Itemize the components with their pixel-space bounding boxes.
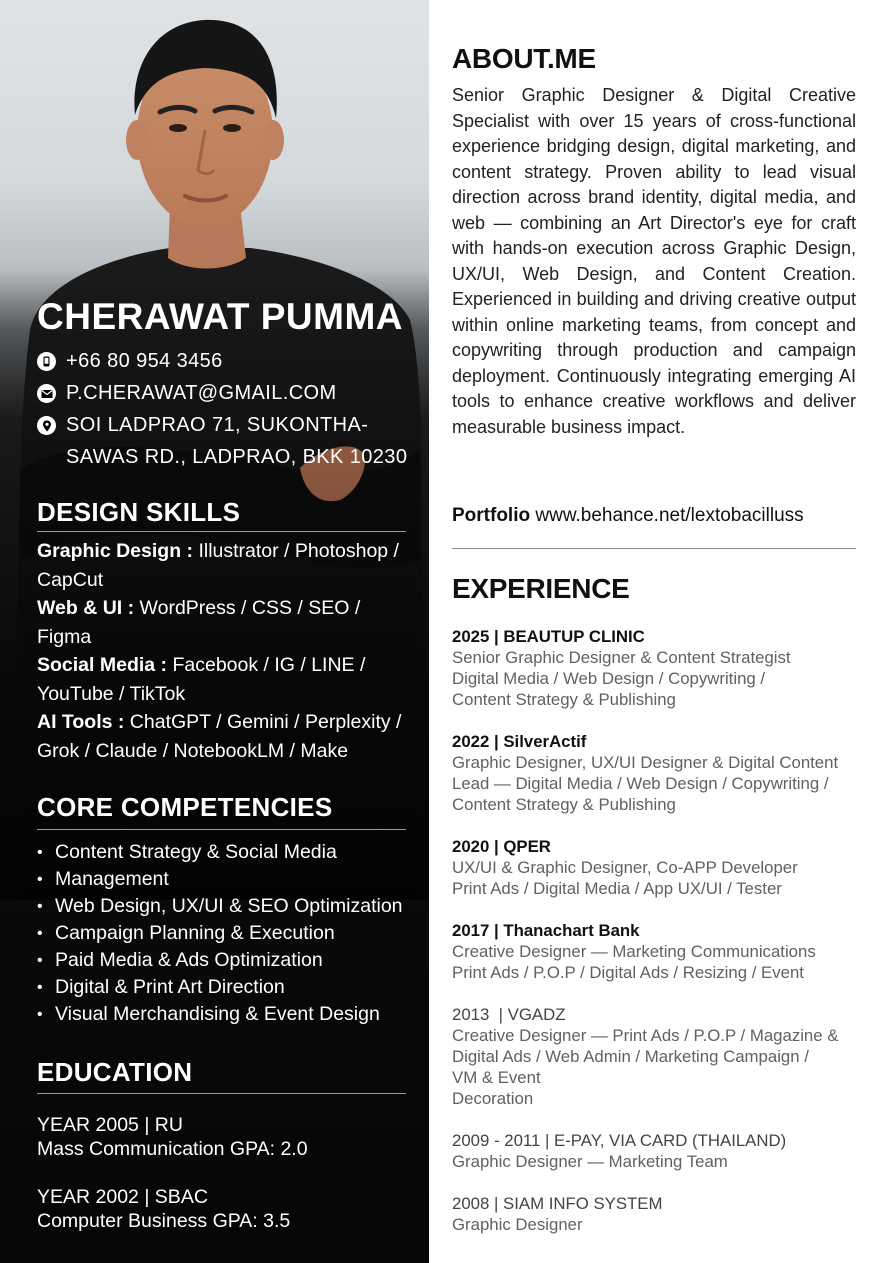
experience-item (452, 626, 862, 710)
experience-heading-line: 2008 | SIAM INFO SYSTEM (452, 1194, 663, 1213)
experience-heading-line: 2017 | Thanachart Bank (452, 921, 640, 940)
candidate-name: CHERAWAT PUMMA (37, 296, 404, 337)
experience-line: Content Strategy & Publishing (452, 690, 676, 709)
design-skills-list (37, 537, 412, 765)
email-row (37, 382, 337, 409)
core-competencies-heading: CORE COMPETENCIES (37, 792, 333, 822)
list-item: • Campaign Planning & Execution (37, 920, 422, 947)
phone-number[interactable]: +66 80 954 3456 (66, 350, 223, 372)
experience-item (452, 1193, 862, 1235)
experience-line: Graphic Designer — Marketing Team (452, 1152, 728, 1171)
about-text: Senior Graphic Designer & Digital Creative Specialist with over 15 years of cross-functional experience bridging design, digital marketing, and content strategy. Proven ability to lead visual direction across brand identity, digital media, and web — combining an Art Director's eye for craft with hands-on execution across Graphic Design, UX/UI, Web Design, and Content Creation. Experienced in building and driving creative output within online marketing teams, from concept and copywriting through production and campaign deployment. Continuously integrating emerging AI tools to enhance creative workflows and deliver measurable business impact. (452, 85, 856, 437)
experience-item (452, 731, 862, 815)
experience-line: Print Ads / Digital Media / App UX/UI / Tester (452, 879, 782, 898)
experience-heading-line: 2022 | SilverActif (452, 732, 587, 751)
experience-heading-line: 2020 | QPER (452, 837, 551, 856)
list-item: • Management (37, 866, 422, 893)
experience-item (452, 836, 862, 899)
address-row (37, 414, 407, 473)
address-line-1: SOI LADPRAO 71, SUKONTHA- (66, 414, 369, 436)
experience-line: Creative Designer — Marketing Communications (452, 942, 816, 961)
experience-line: UX/UI & Graphic Designer, Co-APP Developer (452, 858, 798, 877)
experience-item (452, 1130, 862, 1172)
email-address[interactable]: P.CHERAWAT@GMAIL.COM (66, 382, 337, 404)
experience-line: Content Strategy & Publishing (452, 795, 676, 814)
experience-line: Senior Graphic Designer & Content Strategist (452, 648, 791, 667)
list-item: • Paid Media & Ads Optimization (37, 947, 422, 974)
experience-line: Creative Designer — Print Ads / P.O.P / Magazine & (452, 1026, 839, 1045)
list-item: • Content Strategy & Social Media (37, 839, 422, 866)
skill-item-ai-tools: AI Tools : ChatGPT / Gemini / Perplexity / Grok / Claude / NotebookLM / Make (37, 711, 402, 762)
experience-line: Decoration (452, 1089, 534, 1108)
experience-line: Graphic Designer (452, 1215, 583, 1234)
education-item (37, 1113, 308, 1161)
design-skills-heading: DESIGN SKILLS (37, 497, 241, 527)
portfolio-row (452, 505, 804, 527)
list-item: • Web Design, UX/UI & SEO Optimization (37, 893, 422, 920)
portfolio-link[interactable]: www.behance.net/lextobacilluss (530, 505, 804, 526)
experience-line: Lead — Digital Media / Web Design / Copywriting / (452, 774, 829, 793)
mail-icon (37, 384, 56, 403)
education-detail: Mass Communication GPA: 2.0 (37, 1138, 308, 1160)
design-skills-divider (37, 531, 406, 532)
experience-line: Digital Media / Web Design / Copywriting / (452, 669, 766, 688)
phone-icon (37, 352, 56, 371)
location-pin-icon (37, 416, 56, 435)
experience-line: Digital Ads / Web Admin / Marketing Campaign / (452, 1047, 809, 1066)
about-heading: ABOUT.ME (452, 43, 596, 74)
experience-heading: EXPERIENCE (452, 573, 630, 604)
phone-row (37, 350, 223, 377)
skill-item-graphic-design: Graphic Design : Illustrator / Photoshop / CapCut (37, 540, 399, 591)
left-column (0, 0, 429, 1263)
core-competencies-list (37, 839, 422, 1028)
experience-item (452, 1004, 862, 1109)
education-heading: EDUCATION (37, 1057, 193, 1087)
experience-heading-line: 2013 | VGADZ (452, 1005, 566, 1024)
education-item (37, 1185, 290, 1233)
experience-line: Print Ads / P.O.P / Digital Ads / Resizing / Event (452, 963, 804, 982)
experience-heading-line: 2009 - 2011 | E-PAY, VIA CARD (THAILAND) (452, 1131, 787, 1150)
portfolio-divider (452, 548, 856, 549)
skill-item-social-media: Social Media : Facebook / IG / LINE / YouTube / TikTok (37, 654, 366, 705)
core-competencies-divider (37, 829, 406, 830)
address-line-2: SAWAS RD., LADPRAO, BKK 10230 (66, 446, 408, 468)
education-year: YEAR 2005 | RU (37, 1114, 183, 1136)
portfolio-label: Portfolio (452, 505, 531, 526)
list-item: • Digital & Print Art Direction (37, 974, 422, 1001)
experience-line: VM & Event (452, 1068, 541, 1087)
education-detail: Computer Business GPA: 3.5 (37, 1210, 291, 1232)
experience-line: Graphic Designer, UX/UI Designer & Digital Content (452, 753, 839, 772)
education-year: YEAR 2002 | SBAC (37, 1186, 208, 1208)
list-item: • Visual Merchandising & Event Design (37, 1001, 422, 1028)
skill-item-web-ui: Web & UI : WordPress / CSS / SEO / Figma (37, 597, 361, 648)
experience-item (452, 920, 862, 983)
experience-heading-line: 2025 | BEAUTUP CLINIC (452, 627, 645, 646)
address (66, 409, 407, 473)
education-divider (37, 1093, 406, 1094)
